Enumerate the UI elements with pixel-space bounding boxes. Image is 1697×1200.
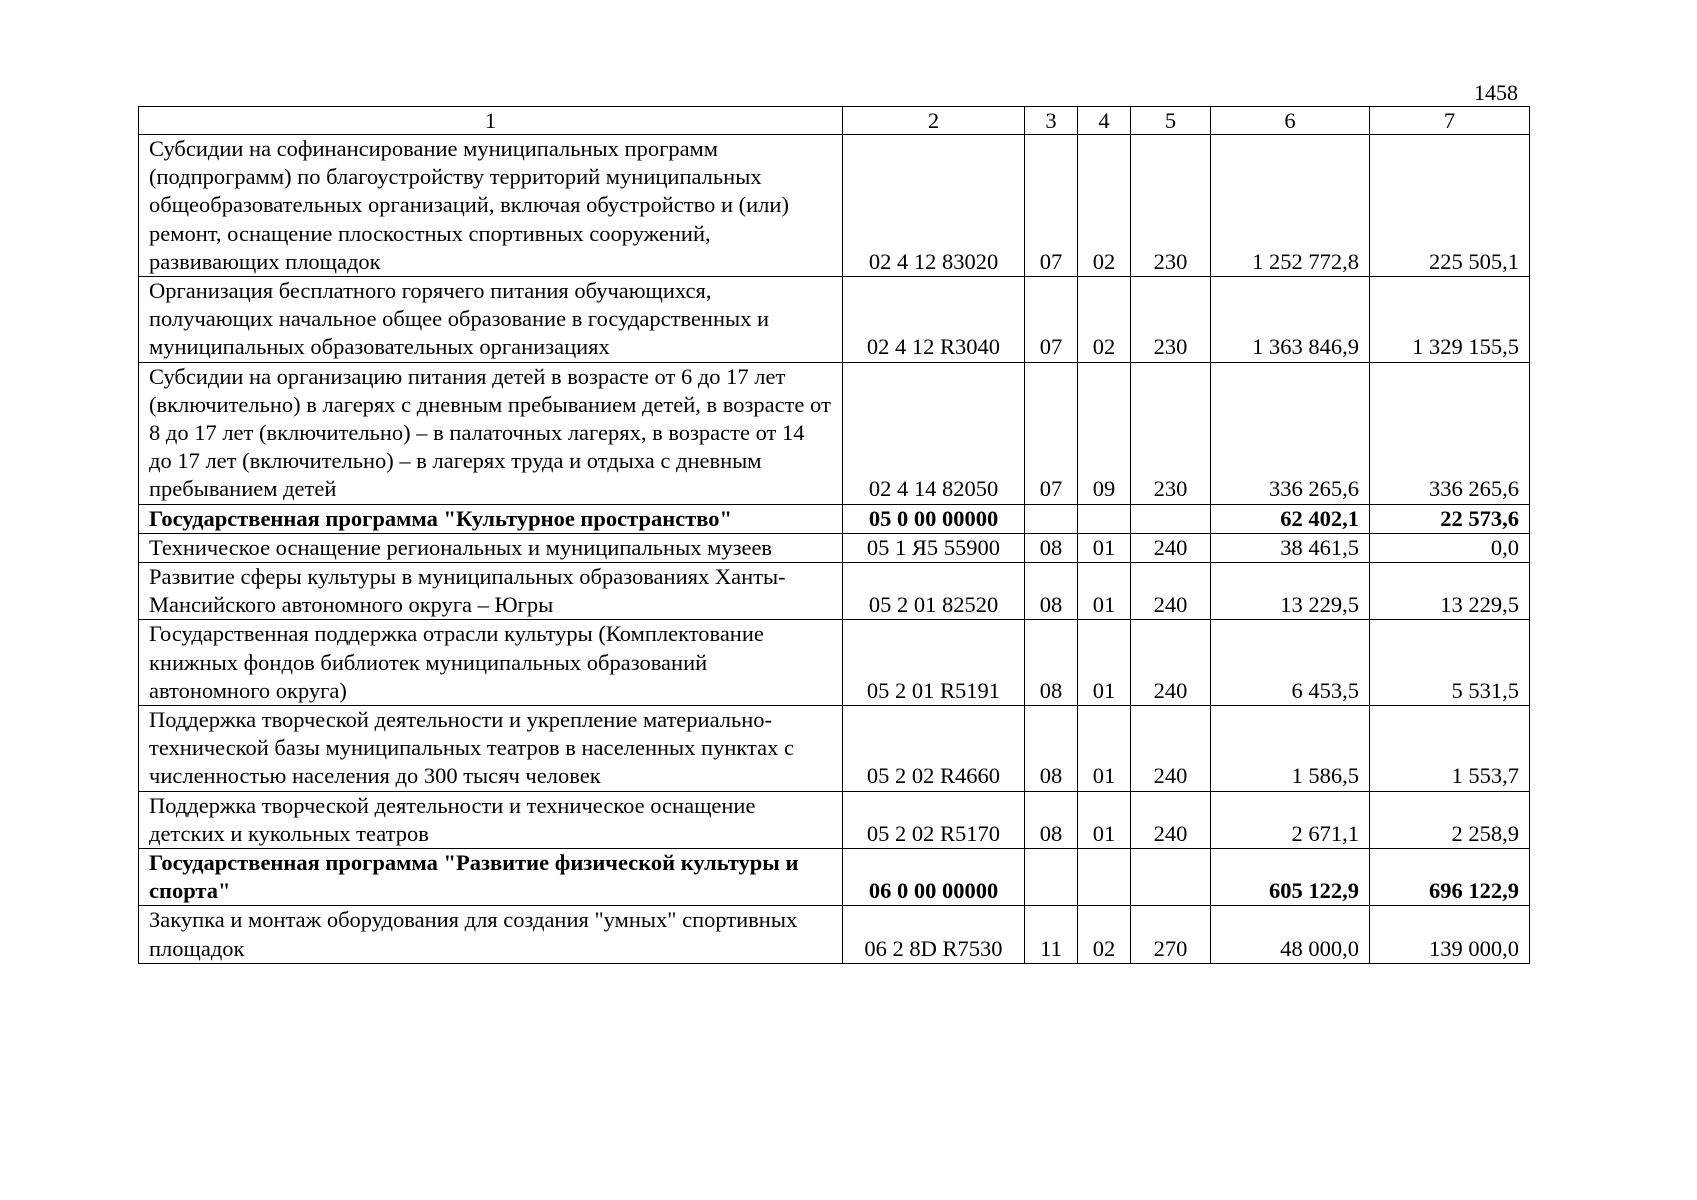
row-expense-type-code: 230 [1131, 277, 1211, 363]
row-section-code: 07 [1025, 277, 1078, 363]
row-description: Закупка и монтаж оборудования для создания "умных" спортивных площадок [139, 906, 843, 963]
header-col-2: 2 [843, 107, 1025, 135]
row-subsection-code: 01 [1078, 563, 1131, 620]
row-amount-col6: 1 363 846,9 [1211, 277, 1370, 363]
row-amount-col6: 48 000,0 [1211, 906, 1370, 963]
table-row [139, 563, 1530, 620]
row-amount-col6: 62 402,1 [1211, 504, 1370, 533]
row-amount-col6: 336 265,6 [1211, 362, 1370, 504]
row-amount-col7: 2 258,9 [1370, 791, 1530, 848]
row-description: Развитие сферы культуры в муниципальных образованиях Ханты-Мансийского автономного округа – Югры [139, 563, 843, 620]
row-amount-col7: 696 122,9 [1370, 849, 1530, 906]
row-description: Государственная программа "Культурное пространство" [139, 504, 843, 533]
header-col-7: 7 [1370, 107, 1530, 135]
row-subsection-code: 01 [1078, 791, 1131, 848]
row-classification-code: 02 4 14 82050 [843, 362, 1025, 504]
row-amount-col6: 2 671,1 [1211, 791, 1370, 848]
row-amount-col7: 336 265,6 [1370, 362, 1530, 504]
row-classification-code: 05 1 Я5 55900 [843, 533, 1025, 562]
row-classification-code: 06 0 00 00000 [843, 849, 1025, 906]
table-row [139, 533, 1530, 562]
row-description: Субсидии на организацию питания детей в возрасте от 6 до 17 лет (включительно) в лагерях с дневным пребыванием детей, в возрасте от 8 до 17 лет (включительно) – в палаточных лагерях, в возрасте от 14 до 17 лет (включительно) – в лагерях труда и отдыха с дневным пребыванием детей [139, 362, 843, 504]
program-total-row [139, 849, 1530, 906]
row-amount-col7: 1 329 155,5 [1370, 277, 1530, 363]
row-expense-type-code [1131, 504, 1211, 533]
table-row [139, 620, 1530, 706]
row-section-code: 11 [1025, 906, 1078, 963]
table-row [139, 277, 1530, 363]
row-expense-type-code: 240 [1131, 620, 1211, 706]
row-section-code: 08 [1025, 620, 1078, 706]
row-classification-code: 05 2 02 R4660 [843, 706, 1025, 792]
row-description: Поддержка творческой деятельности и техническое оснащение детских и кукольных театров [139, 791, 843, 848]
row-amount-col7: 0,0 [1370, 533, 1530, 562]
row-section-code: 08 [1025, 706, 1078, 792]
row-classification-code: 02 4 12 R3040 [843, 277, 1025, 363]
row-expense-type-code: 270 [1131, 906, 1211, 963]
row-section-code: 07 [1025, 362, 1078, 504]
row-expense-type-code: 230 [1131, 135, 1211, 277]
row-subsection-code: 09 [1078, 362, 1131, 504]
header-col-4: 4 [1078, 107, 1131, 135]
header-col-3: 3 [1025, 107, 1078, 135]
row-expense-type-code: 240 [1131, 563, 1211, 620]
row-section-code [1025, 849, 1078, 906]
row-subsection-code [1078, 504, 1131, 533]
row-amount-col6: 38 461,5 [1211, 533, 1370, 562]
row-amount-col6: 6 453,5 [1211, 620, 1370, 706]
row-classification-code: 05 0 00 00000 [843, 504, 1025, 533]
row-section-code: 08 [1025, 533, 1078, 562]
row-section-code [1025, 504, 1078, 533]
row-expense-type-code [1131, 849, 1211, 906]
header-col-1: 1 [139, 107, 843, 135]
row-subsection-code: 02 [1078, 906, 1131, 963]
row-amount-col6: 13 229,5 [1211, 563, 1370, 620]
row-subsection-code: 01 [1078, 706, 1131, 792]
row-description: Государственная программа "Развитие физической культуры и спорта" [139, 849, 843, 906]
header-col-6: 6 [1211, 107, 1370, 135]
header-col-5: 5 [1131, 107, 1211, 135]
row-amount-col7: 5 531,5 [1370, 620, 1530, 706]
page-number: 1458 [1474, 80, 1518, 105]
table-row [139, 906, 1530, 963]
row-amount-col7: 225 505,1 [1370, 135, 1530, 277]
row-amount-col7: 139 000,0 [1370, 906, 1530, 963]
row-expense-type-code: 230 [1131, 362, 1211, 504]
row-section-code: 08 [1025, 791, 1078, 848]
budget-table [138, 106, 1530, 964]
row-description: Государственная поддержка отрасли культуры (Комплектование книжных фондов библиотек муниципальных образований автономного округа) [139, 620, 843, 706]
row-section-code: 08 [1025, 563, 1078, 620]
row-amount-col6: 605 122,9 [1211, 849, 1370, 906]
row-amount-col7: 22 573,6 [1370, 504, 1530, 533]
row-classification-code: 05 2 01 82520 [843, 563, 1025, 620]
row-expense-type-code: 240 [1131, 706, 1211, 792]
row-subsection-code: 01 [1078, 620, 1131, 706]
row-description: Техническое оснащение региональных и муниципальных музеев [139, 533, 843, 562]
row-expense-type-code: 240 [1131, 791, 1211, 848]
table-row [139, 791, 1530, 848]
row-amount-col7: 1 553,7 [1370, 706, 1530, 792]
row-classification-code: 06 2 8D R7530 [843, 906, 1025, 963]
row-classification-code: 05 2 01 R5191 [843, 620, 1025, 706]
row-description: Субсидии на софинансирование муниципальных программ (подпрограмм) по благоустройству территорий муниципальных общеобразовательных организаций, включая обустройство и (или) ремонт, оснащение плоскостных спортивных сооружений, развивающих площадок [139, 135, 843, 277]
row-section-code: 07 [1025, 135, 1078, 277]
row-description: Поддержка творческой деятельности и укрепление материально-технической базы муниципальных театров в населенных пунктах с численностью населения до 300 тысяч человек [139, 706, 843, 792]
row-amount-col6: 1 252 772,8 [1211, 135, 1370, 277]
table-row [139, 362, 1530, 504]
header-row [139, 107, 1530, 135]
row-classification-code: 02 4 12 83020 [843, 135, 1025, 277]
row-amount-col7: 13 229,5 [1370, 563, 1530, 620]
row-expense-type-code: 240 [1131, 533, 1211, 562]
row-subsection-code [1078, 849, 1131, 906]
row-description: Организация бесплатного горячего питания обучающихся, получающих начальное общее образование в государственных и муниципальных образовательных организациях [139, 277, 843, 363]
table-row [139, 706, 1530, 792]
row-classification-code: 05 2 02 R5170 [843, 791, 1025, 848]
program-total-row [139, 504, 1530, 533]
row-subsection-code: 02 [1078, 135, 1131, 277]
table-row [139, 135, 1530, 277]
row-amount-col6: 1 586,5 [1211, 706, 1370, 792]
row-subsection-code: 02 [1078, 277, 1131, 363]
row-subsection-code: 01 [1078, 533, 1131, 562]
